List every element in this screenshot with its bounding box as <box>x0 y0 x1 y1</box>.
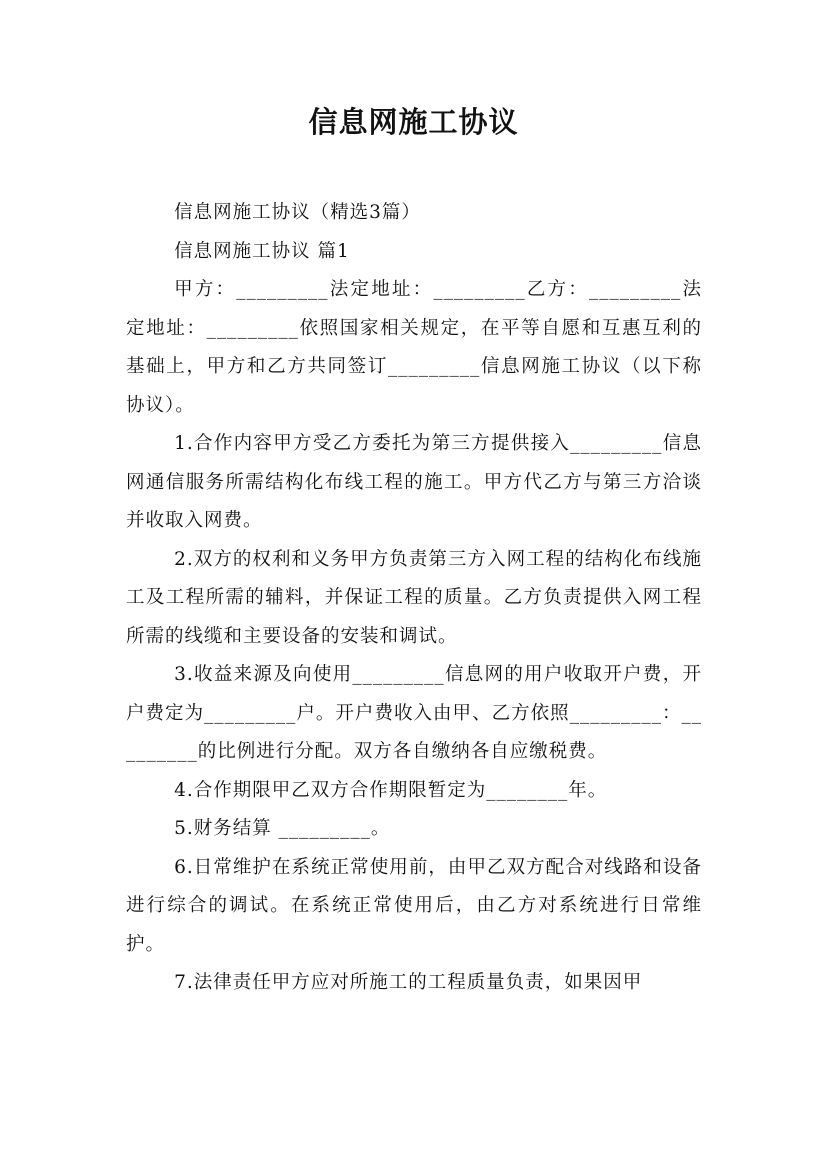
paragraph-clause-6: 6.日常维护在系统正常使用前，由甲乙双方配合对线路和设备进行综合的调试。在系统正常使用后，由乙方对系统进行日常维护。 <box>126 856 702 955</box>
paragraph-clause-3: 3.收益来源及向使用_________信息网的用户收取开户费，开户费定为_________户。开户费收入由甲、乙方依照_________：_________的比例进行分配。双方各自缴纳各自应缴税费。 <box>126 664 702 762</box>
document-body <box>126 194 702 1003</box>
paragraph-clause-2: 2.双方的权利和义务甲方负责第三方入网工程的结构化布线施工及工程所需的辅料，并保证工程的质量。乙方负责提供入网工程所需的线缆和主要设备的安装和调试。 <box>126 548 702 647</box>
paragraph-subtitle: 信息网施工协议（精选3篇） <box>174 202 421 223</box>
paragraph-clause-7: 7.法律责任甲方应对所施工的工程质量负责，如果因甲 <box>174 972 643 993</box>
document-title: 信息网施工协议 <box>308 105 519 139</box>
paragraph-clause-5: 5.财务结算 _________。 <box>174 818 391 839</box>
paragraph-parties: 甲方：_________法定地址：_________乙方：_________法定地址：_________依照国家相关规定，在平等自愿和互惠互利的基础上，甲方和乙方共同签订_________信息网施工协议（以下称协议）。 <box>126 279 702 416</box>
paragraph-clause-1: 1.合作内容甲方受乙方委托为第三方提供接入_________信息网通信服务所需结构化布线工程的施工。甲方代乙方与第三方洽谈并收取入网费。 <box>126 433 702 531</box>
paragraph-section-heading: 信息网施工协议 篇1 <box>174 240 350 262</box>
paragraph-clause-4: 4.合作期限甲乙双方合作期限暂定为________年。 <box>174 779 608 801</box>
